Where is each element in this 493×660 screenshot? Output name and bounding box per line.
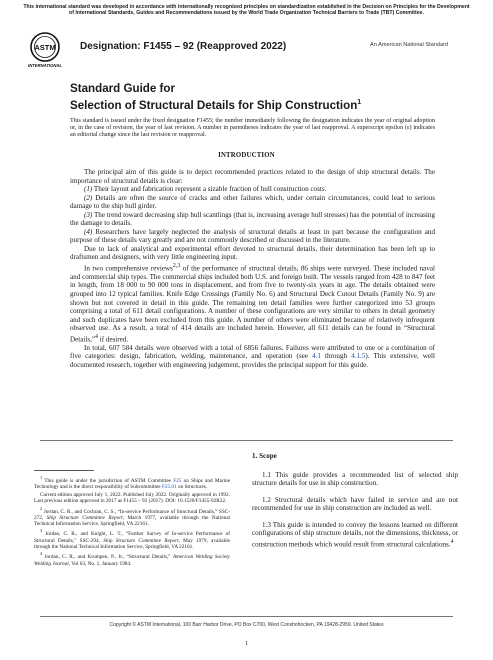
intro-paragraph bbox=[70, 344, 435, 370]
item-number: (1) bbox=[84, 185, 93, 194]
item-number: (3) bbox=[84, 210, 93, 219]
title-footnote-ref[interactable]: 1 bbox=[357, 98, 362, 106]
copyright: Copyright © ASTM International, 100 Barr Harbor Drive, PO Box C700, West Conshohocken, PA 19428-2959. United States bbox=[109, 622, 384, 628]
intro-paragraph bbox=[70, 262, 435, 344]
intro-item-2 bbox=[70, 194, 435, 211]
title-text: Selection of Structural Details for Ship Construction bbox=[70, 98, 358, 112]
item-text: Details are often the source of cracks and other failures which, under certain circumstances, could lead to serious damage to the ship hull girder. bbox=[70, 193, 435, 211]
footnote-4 bbox=[34, 551, 230, 566]
footnote-ref[interactable]: 4 bbox=[450, 538, 454, 545]
issued-note: This standard is issued under the fixed designation F1455; the number immediately following the designation indicates the year of original adoption or, in the case of revision, the year of last revision. A number in parentheses indicates the year of last reapproval. A superscript epsilon (ε) indicates an editorial change since the last revision or reapproval. bbox=[70, 118, 435, 139]
text: , Vol 63, No. 1, January 1984. bbox=[68, 560, 132, 567]
section-link-4-1-5[interactable]: 4.1.5 bbox=[351, 352, 366, 361]
title-line-2 bbox=[70, 96, 430, 112]
footnote-2 bbox=[34, 506, 230, 528]
italic-text: American Welding Society Welding Journal bbox=[34, 554, 231, 567]
section-link-4-1[interactable]: 4.1 bbox=[312, 352, 321, 361]
item-text: Their layout and fabrication represent a sizable fraction of hull construction costs. bbox=[92, 185, 327, 194]
item-number: (4) bbox=[84, 227, 93, 236]
astm-logo bbox=[24, 28, 66, 70]
intro-paragraph: Due to lack of analytical and experimental effort devoted to structural details, their determination has been left up to draftsmen and designers, with very little engineering input. bbox=[70, 244, 435, 262]
introduction-body bbox=[70, 168, 435, 369]
designation: Designation: F1455 – 92 (Reapproved 2022) bbox=[80, 41, 287, 52]
scope-1-2: 1.2 Structural details which have failed in service and are not recommended for use in ship construction are included as well. bbox=[252, 495, 458, 513]
intro-item-3 bbox=[70, 211, 435, 228]
text: 1.3 This guide is intended to convey the lessons learned on different configurations of ship structure details, not the dimensions, thickness, or construction methods which would result from structural calculations. bbox=[252, 520, 458, 549]
document-title bbox=[70, 82, 430, 112]
item-number: (2) bbox=[84, 193, 93, 202]
page-number: 1 bbox=[244, 640, 249, 647]
footer-divider bbox=[40, 616, 453, 617]
scope-1-3 bbox=[252, 521, 458, 549]
footnote-mark: 3 bbox=[40, 528, 43, 534]
footnote-ref[interactable]: 2,3 bbox=[172, 263, 181, 270]
intro-heading: INTRODUCTION bbox=[218, 152, 275, 159]
text: on Ships and Marine Technology and is the direct responsibility of Subcommittee bbox=[34, 477, 230, 491]
text: In total, 607 584 details were observed with a total of 6856 failures. Failures were attributed to one or a combination of five categories: design, fabrication, welding, maintenance, and operation (see bbox=[70, 343, 435, 361]
text: if desired. bbox=[97, 335, 129, 344]
logo-subtext: INTERNATIONAL bbox=[28, 63, 62, 68]
italic-text: Ship Structure Committee Report bbox=[103, 537, 179, 544]
footnote-mark: 2 bbox=[40, 505, 43, 511]
scope-1-1: 1.1 This guide provides a recommended list of selected ship structure details for use in ship construction. bbox=[252, 470, 458, 488]
text: Jordan, C. R., and Krumpen, P., Jr., “Structural Details,” bbox=[44, 554, 173, 561]
title-line-1: Standard Guide for bbox=[70, 82, 175, 95]
intro-item-1 bbox=[70, 185, 435, 194]
org-label: An American National Standard bbox=[370, 42, 449, 48]
committee-link-f25[interactable]: F25 bbox=[173, 477, 182, 484]
footnote-mark: 1 bbox=[40, 475, 43, 480]
item-text: Researchers have largely neglected the analysis of structural details at least in part because the configuration and purpose of these details vary greatly and are not commonly described or discussed in the literature. bbox=[70, 227, 435, 245]
scope-heading: 1. Scope bbox=[252, 452, 277, 460]
text: , March 1977, available through the National Technical Information Service, Springfield, VA 22161. bbox=[34, 514, 230, 527]
intro-paragraph: The principal aim of this guide is to depict recommended practices related to the design of ship structural details. The importance of structural details is clear: bbox=[70, 168, 435, 185]
divider bbox=[40, 440, 453, 441]
text: This guide is under the jurisdiction of ASTM Committee bbox=[44, 477, 174, 484]
tbt-notice: This international standard was developed in accordance with internationally recognized principles on standardization established in the Decision on Principles for the Development of International Standards, Guides and Recommendations issued by the World Trade Organization Technical Barriers to Trade (TBT) Committee. bbox=[23, 4, 470, 17]
italic-text: Ship Structure Committee Report bbox=[46, 514, 123, 521]
text: In two comprehensive reviews bbox=[84, 264, 173, 273]
text: of the performance of structural details, 86 ships were surveyed. These included naval and commercial ship types. The commercial ships included both U.S. and foreign built. The vessels ranged from 428 to 847 feet in length, from 18 000 to 90 000 tons in displacement, and from five to twenty-six years in age. The details obtained were grouped into 12 typical families. Knife Edge Crossings (Family No. 6) and Structural Deck Cutout Details (Family No. 9) are shown but not covered in detail in this guide. The remaining ten detail families were further categorized into 53 groups comprising a total of 611 detail configurations. A number of these configurations are very similar to others in detail geometry and such duplicates have been excluded from this guide. A number of others were eliminated because of relatively infrequent observed use. As a result, a total of 414 details are included herein. However, all 611 details can be found in “Structural Details,” bbox=[70, 264, 435, 344]
subcommittee-link-f25-01[interactable]: F25.01 bbox=[161, 484, 177, 491]
footnote-mark: 4 bbox=[40, 551, 43, 557]
text: Jordan, C. R., and Knight, L. T., “Further Survey of In-service Performance of Structural Details,” SSC-294, bbox=[34, 531, 230, 544]
footnotes bbox=[34, 470, 230, 568]
text: Jordan, C. R., and Cochran, C. S., “In-service Performance of Structural Details,” SSC-272, bbox=[34, 508, 230, 521]
scope-section bbox=[252, 452, 458, 557]
edition-note: Current edition approved July 1, 2022. Published July 2022. Originally approved in 1992. Last previous edition approved in 2017 as F1455 – 92 (2017). DOI: 10.1520/F1455-92R22. bbox=[34, 491, 230, 504]
text: on Structures. bbox=[176, 484, 208, 491]
footnote-rule bbox=[34, 470, 94, 471]
footnote-ref[interactable]: 4 bbox=[95, 333, 98, 340]
footnote-3 bbox=[34, 528, 230, 550]
intro-item-4 bbox=[70, 228, 435, 245]
text: ). This extensive, well documented research, together with engineering judgement, provides the principal support for this guide. bbox=[70, 352, 435, 369]
footnote-1 bbox=[34, 475, 230, 490]
item-text: The trend toward decreasing ship hull scantlings (that is, increasing average hull stresses) has the potential of increasing the damage to details. bbox=[70, 210, 435, 228]
text: through bbox=[320, 352, 352, 361]
logo-text: ASTM bbox=[34, 43, 56, 52]
text: , May 1979, available through the National Technical Information Service, Springfield, VA 22161. bbox=[34, 537, 230, 550]
